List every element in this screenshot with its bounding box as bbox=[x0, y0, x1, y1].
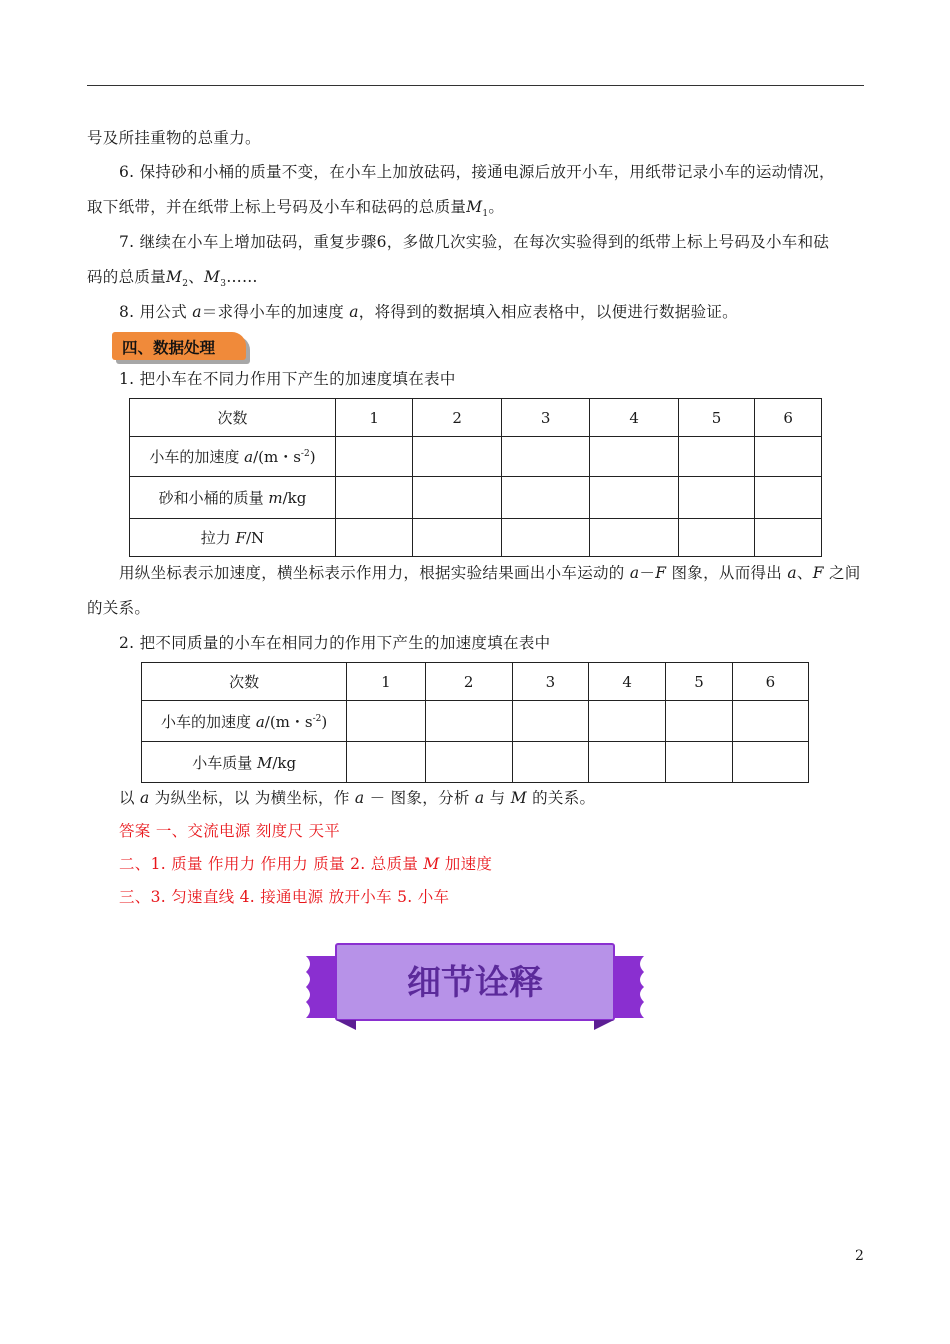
table-cell[interactable] bbox=[501, 437, 589, 477]
table-mass-acceleration bbox=[141, 662, 809, 783]
item-1-note-cont: 的关系。 bbox=[87, 599, 151, 617]
row-label: 小车质量 M/kg bbox=[142, 742, 347, 783]
table-row bbox=[130, 477, 822, 519]
table-header-cell: 5 bbox=[678, 399, 755, 437]
table-cell[interactable] bbox=[590, 477, 678, 519]
table-cell[interactable] bbox=[501, 477, 589, 519]
table-cell[interactable] bbox=[732, 701, 808, 742]
section-heading-badge bbox=[112, 332, 252, 366]
table-header-cell: 4 bbox=[589, 663, 666, 701]
item-2-text: 2. 把不同质量的小车在相同力的作用下产生的加速度填在表中 bbox=[119, 634, 551, 652]
table-cell[interactable] bbox=[425, 742, 512, 783]
table-cell[interactable] bbox=[335, 477, 413, 519]
table-cell[interactable] bbox=[413, 437, 501, 477]
section-banner bbox=[300, 940, 650, 1032]
table-row bbox=[142, 742, 809, 783]
table-cell[interactable] bbox=[589, 742, 666, 783]
table-cell[interactable] bbox=[590, 437, 678, 477]
table-header-cell: 次数 bbox=[130, 399, 336, 437]
table-header-cell: 2 bbox=[413, 399, 501, 437]
table-cell[interactable] bbox=[666, 701, 732, 742]
table-header-cell: 1 bbox=[335, 399, 413, 437]
paragraph: 6. 保持砂和小桶的质量不变，在小车上加放砝码，接通电源后放开小车，用纸带记录小车的运动情况， bbox=[119, 163, 835, 181]
row-label: 小车的加速度 a/(m・$s^{-2}$) bbox=[142, 701, 347, 742]
table-cell[interactable] bbox=[589, 701, 666, 742]
table-cell[interactable] bbox=[413, 519, 501, 557]
table-cell[interactable] bbox=[755, 437, 822, 477]
page-number: 2 bbox=[855, 1248, 864, 1264]
table-cell[interactable] bbox=[347, 742, 425, 783]
item-1-text: 1. 把小车在不同力作用下产生的加速度填在表中 bbox=[119, 370, 456, 388]
header-rule bbox=[87, 85, 864, 86]
table-row bbox=[142, 701, 809, 742]
answer-line: 二、1. 质量 作用力 作用力 质量 2. 总质量 M 加速度 bbox=[119, 855, 493, 873]
table-header-cell: 6 bbox=[755, 399, 822, 437]
table-header-cell: 1 bbox=[347, 663, 425, 701]
row-label: 小车的加速度 a/(m・$s^{-2}$) bbox=[130, 437, 336, 477]
table-cell[interactable] bbox=[413, 477, 501, 519]
row-label: 砂和小桶的质量 m/kg bbox=[130, 477, 336, 519]
table-header-cell: 5 bbox=[666, 663, 732, 701]
table-cell[interactable] bbox=[335, 437, 413, 477]
paragraph: 取下纸带，并在纸带上标上号码及小车和砝码的总质量$M_1$。 bbox=[87, 198, 505, 220]
banner-title: 细节诠释 bbox=[407, 963, 543, 1003]
paragraph: 号及所挂重物的总重力。 bbox=[87, 129, 261, 147]
table-header-cell: 3 bbox=[512, 663, 588, 701]
table-cell[interactable] bbox=[347, 701, 425, 742]
item-1-note: 用纵坐标表示加速度，横坐标表示作用力，根据实验结果画出小车运动的 a－F 图象，从而得出 a、F 之间 bbox=[119, 564, 861, 582]
table-cell[interactable] bbox=[666, 742, 732, 783]
table-row bbox=[130, 437, 822, 477]
table-header-cell: 2 bbox=[425, 663, 512, 701]
table-cell[interactable] bbox=[755, 477, 822, 519]
table-force-acceleration bbox=[129, 398, 822, 557]
row-label: 拉力 F/N bbox=[130, 519, 336, 557]
table-cell[interactable] bbox=[501, 519, 589, 557]
table-cell[interactable] bbox=[335, 519, 413, 557]
table-cell[interactable] bbox=[732, 742, 808, 783]
table-cell[interactable] bbox=[755, 519, 822, 557]
answer-line: 答案 一、交流电源 刻度尺 天平 bbox=[119, 822, 341, 840]
table-header-cell: 3 bbox=[501, 399, 589, 437]
table-header-cell: 次数 bbox=[142, 663, 347, 701]
answer-line: 三、3. 匀速直线 4. 接通电源 放开小车 5. 小车 bbox=[119, 888, 450, 906]
paragraph: 码的总质量$M_2$、$M_3\dots\dots$ bbox=[87, 268, 258, 290]
table-row bbox=[130, 399, 822, 437]
item-2-note: 以 a 为纵坐标，以 为横坐标，作 a － 图象，分析 a 与 M 的关系。 bbox=[119, 789, 596, 807]
table-cell[interactable] bbox=[512, 742, 588, 783]
table-header-cell: 4 bbox=[590, 399, 678, 437]
section-heading: 四、数据处理 bbox=[122, 339, 216, 357]
table-cell[interactable] bbox=[590, 519, 678, 557]
table-cell[interactable] bbox=[678, 519, 755, 557]
table-cell[interactable] bbox=[678, 477, 755, 519]
table-cell[interactable] bbox=[425, 701, 512, 742]
table-cell[interactable] bbox=[678, 437, 755, 477]
table-header-cell: 6 bbox=[732, 663, 808, 701]
table-row bbox=[130, 519, 822, 557]
table-cell[interactable] bbox=[512, 701, 588, 742]
paragraph: 8. 用公式 a＝求得小车的加速度 a，将得到的数据填入相应表格中，以便进行数据验证。 bbox=[119, 303, 738, 321]
paragraph: 7. 继续在小车上增加砝码，重复步骤6，多做几次实验，在每次实验得到的纸带上标上号码及小车和砝 bbox=[119, 233, 830, 251]
table-row bbox=[142, 663, 809, 701]
